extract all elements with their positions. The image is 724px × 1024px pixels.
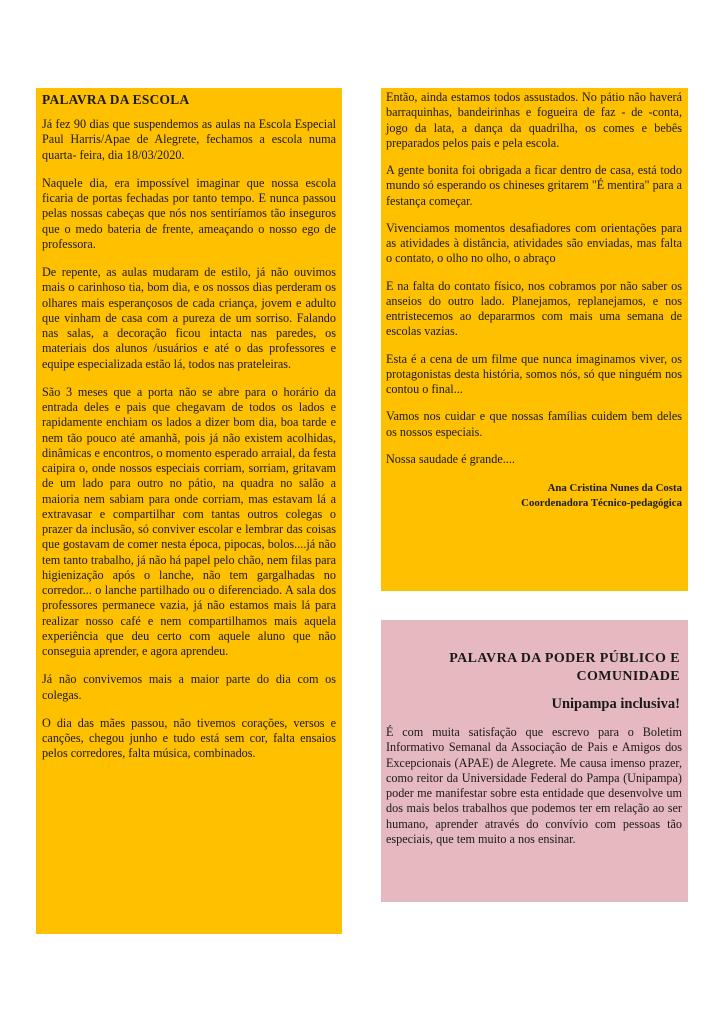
paragraph: Nossa saudade é grande.... <box>386 451 515 466</box>
public-power-panel <box>381 620 688 902</box>
paragraph: Já fez 90 dias que suspendemos as aulas na Escola Especial Paul Harris/Apae de Alegrete, fechamos a escola numa quarta- feira, dia 18/03/2020. <box>42 117 336 162</box>
signature <box>386 481 682 511</box>
title-line-1: PALAVRA DA PODER PÚBLICO E <box>449 651 680 666</box>
paragraph: Já não convivemos mais a maior parte do dia com os colegas. <box>42 672 336 702</box>
paragraph: São 3 meses que a porta não se abre para o horário da entrada deles e pais que chegavam de todos os lados e rapidamente enchiam os lados a dizer bom dia, boa tarde e nem tão pouco até amanhã, pois já não existem acolhidas, dinâmicas e encontros, o momento esperado arraial, da festa caipira o, onde nossos especiais corriam, sorriam, gritavam de um lado para outro no pátio, na quadra no salão a maioria nem sabiam para onde corriam, mas estavam lá a extravasar e compartilhar com tantas outros colegas o prazer da inclusão, só conviver escolar e lembrar das coisas que gostavam de comer nesta época, pipocas, bolos....já não tem tanto trabalho, já não há papel pelo chão, nem filas para higienização após o lanche, não tem gargalhadas no corredor... o lanche partilhado ou o diferenciado. A sala dos professores permanece vazia, já não estamos mais lá para realizar nosso café e nem compartilhamos mais aquela experiência que deu certo com aquele aluno que não conseguia aprender, e agora aprendeu. <box>42 384 336 658</box>
paragraph: Esta é a cena de um filme que nunca imaginamos viver, os protagonistas desta história, somos nós, só que ninguém nos contou o final... <box>386 351 682 396</box>
public-power-title <box>386 650 680 686</box>
title-line-2: COMUNIDADE <box>576 669 680 684</box>
paragraph: Então, ainda estamos todos assustados. No pátio não haverá barraquinhas, bandeirinhas e fogueira de faz - de -conta, jogo da lata, a dança da quadrilha, os comes e bebês preparados pelos pais e pela escola. <box>386 90 682 150</box>
paragraph: Naquele dia, era impossível imaginar que nossa escola ficaria de portas fechadas por tanto tempo. E nunca passou pelas nossas cabeças que nós nos sentiríamos tão inseguros que o medo bateria de frente, ameaçando o nosso ego de professora. <box>42 175 336 251</box>
paragraph: E na falta do contato físico, nos cobramos por não saber os anseios do outro lado. Planejamos, replanejamos, e nos entristecemos ao depararmos com mais uma semana de escolas vazias. <box>386 278 682 339</box>
school-word-panel <box>36 88 342 934</box>
paragraph: A gente bonita foi obrigada a ficar dentro de casa, está todo mundo só esperando os chineses gritarem "É mentira" para a festança começar. <box>386 163 682 208</box>
school-word-title: PALAVRA DA ESCOLA <box>42 92 190 107</box>
signature-role: Coordenadora Técnico-pedagógica <box>521 497 682 509</box>
school-word-continuation-panel <box>381 88 688 591</box>
paragraph: Vivenciamos momentos desafiadores com orientações para as atividades à distância, atividades são enviadas, mas falta o contato, o olho no olho, o abraço <box>386 220 682 266</box>
paragraph: De repente, as aulas mudaram de estilo, já não ouvimos mais o carinhoso tia, bom dia, e os nossos dias perderam os olhares mais esperançosos de cada criança, jovem e adulto que vinham de casa com a pureza de um sorriso. Falando nas salas, a decoração ficou intacta nas paredes, os materiais dos alunos /usuários e até o das professores e equipe especializada estão lá, todos nas prateleiras. <box>42 265 336 371</box>
paragraph: É com muita satisfação que escrevo para o Boletim Informativo Semanal da Associação de Pais e Amigos dos Excepcionais (APAE) de Alegrete. Me causa imenso prazer, como reitor da Universidade Federal do Pampa (Unipampa) poder me manifestar sobre esta entidade que desenvolve um dos mais belos trabalhos que podemos ter em relação ao ser humano, aprender através do convívio com pessoas tão especiais, que tem muito a nos ensinar. <box>386 725 682 847</box>
signature-name: Ana Cristina Nunes da Costa <box>547 482 682 494</box>
paragraph: O dia das mães passou, não tivemos corações, versos e canções, chegou junho e tudo está sem cor, falta ensaios pelos corredores, falta música, combinados. <box>42 715 336 761</box>
public-power-subtitle: Unipampa inclusiva! <box>551 696 680 712</box>
paragraph: Vamos nos cuidar e que nossas famílias cuidem bem deles os nossos especiais. <box>386 409 682 439</box>
